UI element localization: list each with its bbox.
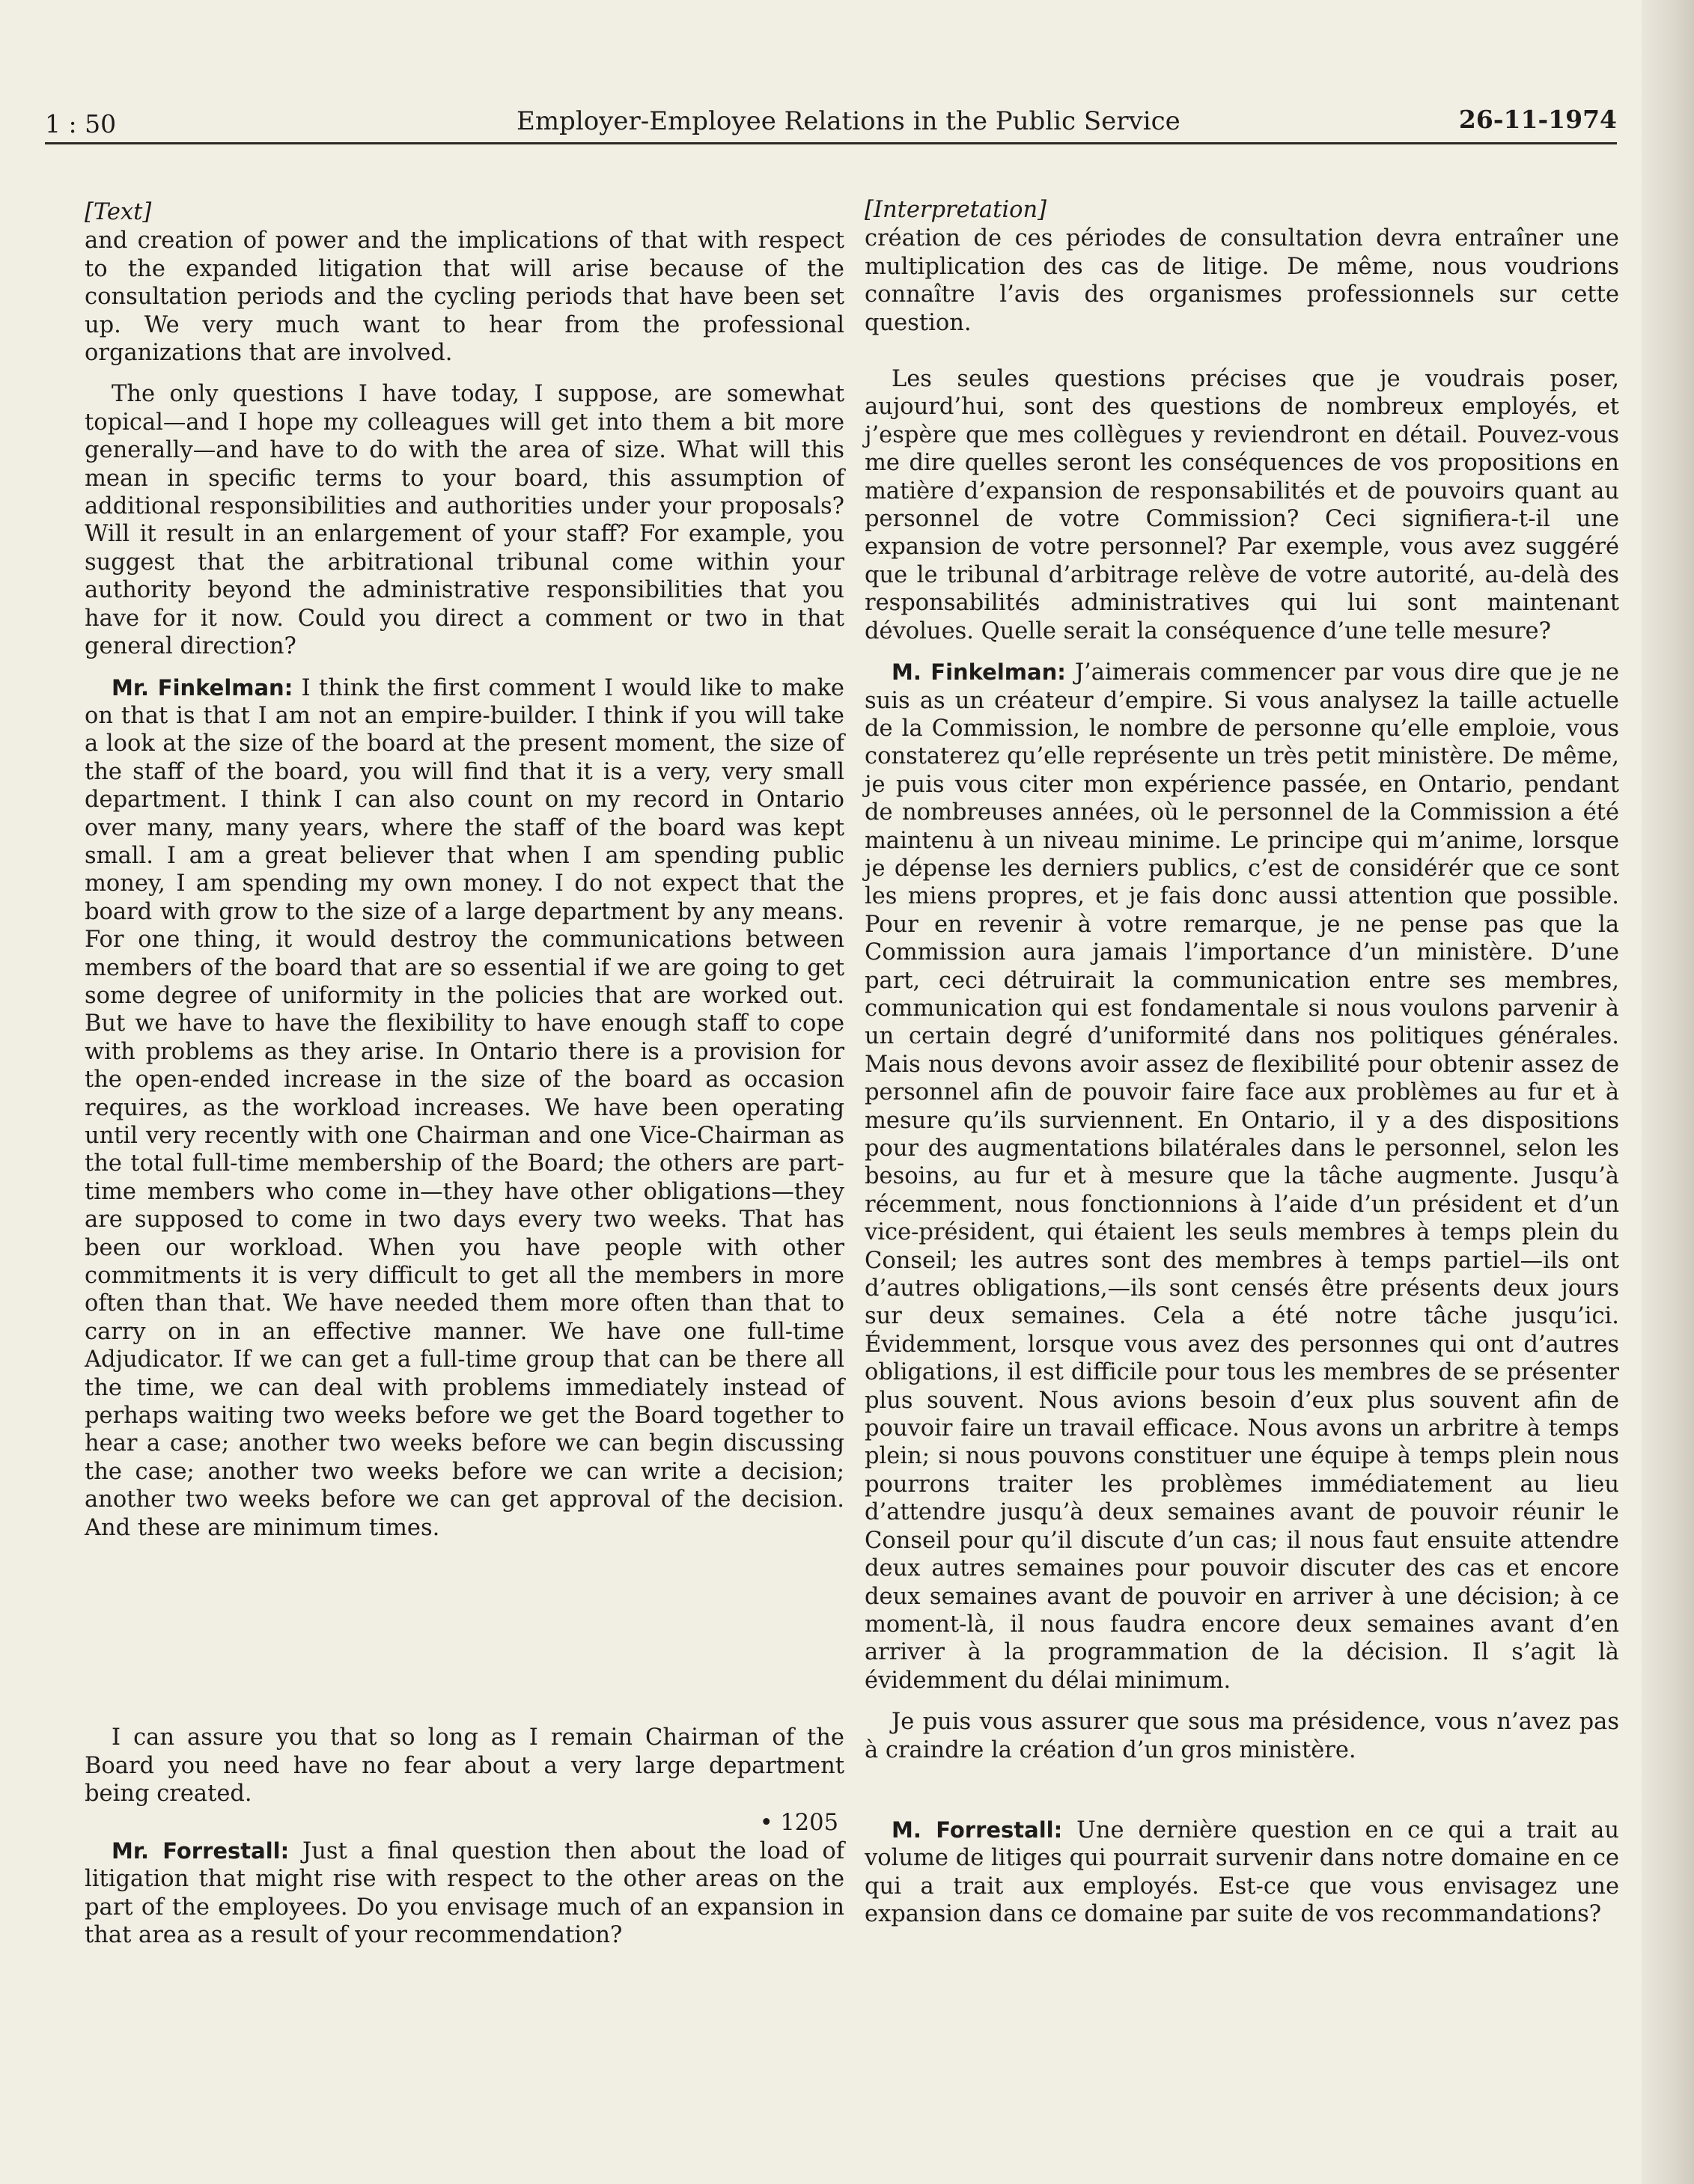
speech-text: J’aimerais commencer par vous dire que je ne suis as un créateur d’empire. Si vous analysez la taille actuelle de la Commission, le nombre de personne qu’elle emploie, vous constaterez qu’elle représente un très petit ministère. De même, je puis vous citer mon expérience passée, en Ontario, pendant de nombreuses années, où le personnel de la Commission a été maintenu à un niveau minime. Le principe qui m’anime, lorsque je dépense les derniers publics, c’est de considérér que ce sont les miens propres, et je fais donc aussi attention que possible. Pour en revenir à votre remarque, je ne pense pas que la Commission aura jamais l’importance d’un ministère. D’une part, ceci détruirait la communication entre ses membres, communication qui est fondamentale si nous voulons parvenir à un certain degré d’uniformité dans nos politiques générales. Mais nous devons avoir assez de flexibilité pour obtenir assez de personnel afin de pouvoir faire face aux problèmes au fur et à mesure qu’ils surviennent. En Ontario, il y a des dispositions pour des augmentations bilatérales dans le personnel, selon les besoins, au fur et à mesure que la tâche augmente. Jusqu’à récemment, nous fonctionnions à l’aide d’un président et d’un vice-président, qui étaient les seuls membres à temps plein du Conseil; les autres sont des membres à temps partiel—ils ont d’autres obligations,—ils sont censés être présents deux jours sur deux semaines. Cela a été notre tâche jusqu’ici. Évidemment, lorsque vous avez des personnes qui ont d’autres obligations, il est difficile pour tous les membres de se présenter plus souvent. Nous avions besoin d’eux plus souvent afin de pouvoir faire un travail efficace. Nous avons un arbritre à temps plein; si nous pouvons constituer une équipe à temps plein nous pourrons traiter les problèmes immédiatement au lieu d’attendre jusqu’à deux semaines avant de pouvoir réunir le Conseil pour qu’il discute d’un cas; il nous faut ensuite attendre deux autres semaines pour pouvoir discuter des cas et encore deux semaines avant de pouvoir en arriver à une décision; à ce moment-là, il nous faudra encore deux semaines avant d’en arriver à la programmation de la décision. Il s’agit là évidemment du délai minimum. <box>865 659 1620 1694</box>
page-edge <box>1642 0 1694 2184</box>
speaker-paragraph <box>865 659 1619 1695</box>
running-header <box>45 105 1617 144</box>
paragraph: The only questions I have today, I suppose, are somewhat topical—and I hope my colleagues will get into them a bit more generally—and have to do with the area of size. What will this mean in specific terms to your board, this assumption of additional responsibilities and authorities under your proposals? Will it result in an enlargement of your staff? For example, you suggest that the arbitrational tribunal come within your authority beyond the administrative responsibilities that you have for it now. Could you direct a comment or two in that general direction? <box>85 381 844 660</box>
speaker-name: Mr. Finkelman: <box>112 674 293 701</box>
speaker-name: M. Finkelman: <box>892 659 1066 686</box>
publication-title: Employer-Employee Relations in the Public Service <box>517 106 1180 136</box>
french-column <box>865 196 1619 1929</box>
header-date: 26-11-1974 <box>1458 105 1617 134</box>
page-number: 1 : 50 <box>45 109 117 138</box>
speaker-name: M. Forrestall: <box>892 1817 1063 1843</box>
speech-text: Just a final question then about the load of litigation that might rise with respect to the other areas on the part of the employees. Do you envisage much of an expansion in that area as a result of your recommendation? <box>85 1837 844 1948</box>
paragraph: Je puis vous assurer que sous ma présidence, vous n’avez pas à craindre la création d’un gros ministère. <box>865 1709 1619 1763</box>
paragraph: création de ces périodes de consultation devra entraîner une multiplication des cas de litige. De même, nous voudrions connaître l’avis des organismes professionnels sur cette question. <box>865 225 1619 336</box>
paragraph: Les seules questions précises que je voudrais poser, aujourd’hui, sont des questions de nombreux employés, et j’espère que mes collègues y reviendront en détail. Pouvez-vous me dire quelles seront les conséquences de vos propositions en matière d’expansion de responsabilités et de pouvoirs quant au personnel de votre Commission? Ceci signifiera-t-il une expansion de votre personnel? Par exemple, vous avez suggéré que le tribunal d’arbitrage relève de votre autorité, au-delà des responsabilités administratives qui lui sont maintenant dévolues. Quelle serait la conséquence d’une telle mesure? <box>865 366 1619 644</box>
english-column <box>85 198 844 1949</box>
speaker-paragraph <box>85 1837 844 1950</box>
speech-text: Une dernière question en ce qui a trait au volume de litiges qui pourrait survenir dans notre domaine en ce qui a trait aux employés. Est-ce que vous envisagez une expansion dans ce domaine par suite de vos recommandations? <box>865 1817 1619 1928</box>
column-gap <box>865 1764 1619 1817</box>
column-gap <box>85 1542 844 1724</box>
speaker-paragraph <box>865 1817 1619 1929</box>
speaker-name: Mr. Forrestall: <box>112 1837 290 1864</box>
paragraph: and creation of power and the implications of that with respect to the expanded litigation that will arise because of the consultation periods and the cycling periods that have been set up. We very much want to hear from the professional organizations that are involved. <box>85 228 844 367</box>
speech-text: I think the first comment I would like to make on that is that I am not an empire-builder. I think if you will take a look at the size of the board at the present moment, the size of the staff of the board, you will find that it is a very, very small department. I think I can also count on my record in Ontario over many, many years, where the staff of the board was kept small. I am a great believer that when I am spending public money, I am spending my own money. I do not expect that the board with grow to the size of a large department by any means. For one thing, it would destroy the communications between members of the board that are so essential if we are going to get some degree of uniformity in the policies that are worked out. But we have to have the flexibility to have enough staff to cope with problems as they arise. In Ontario there is a provision for the open-ended increase in the size of the board as occasion requires, as the workload increases. We have been operating until very recently with one Chairman and one Vice-Chairman as the total full-time membership of the Board; the others are part-time members who come in—they have other obligations—they are supposed to come in two days every two weeks. That has been our workload. When you have people with other commitments it is very difficult to get all the members in more often than that. We have needed them more often than that to carry on in an effective manner. We have one full-time Adjudicator. If we can get a full-time group that can be there all the time, we can deal with problems immediately instead of perhaps waiting two weeks before we get the Board together to hear a case; another two weeks before we can begin discussing the case; another two weeks before we can write a decision; another two weeks before we can get approval of the decision. And these are minimum times. <box>85 674 844 1541</box>
paragraph: I can assure you that so long as I remain Chairman of the Board you need have no fear about a very large department being created. <box>85 1724 844 1807</box>
text-label: [Text] <box>85 199 152 225</box>
speaker-paragraph <box>85 674 844 1543</box>
time-marker: • 1205 <box>759 1810 838 1837</box>
interpretation-label: [Interpretation] <box>865 197 1046 223</box>
